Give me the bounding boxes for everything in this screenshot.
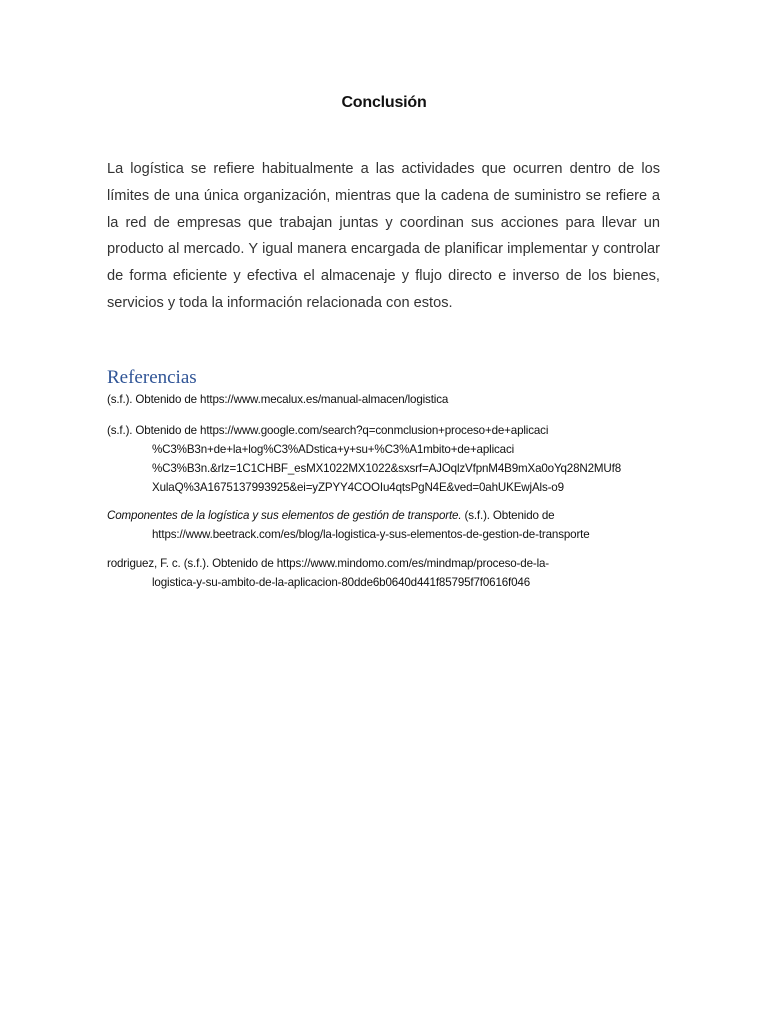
- conclusion-paragraph: La logística se refiere habitualmente a las actividades que ocurren dentro de los límites de una única organización, mientras que la cadena de suministro se refiere a la red de empresas que trabajan juntas y coordinan sus acciones para llevar un producto al mercado. Y igual manera encargada de planificar implementar y controlar de forma eficiente y efectiva el almacenaje y flujo directo e inverso de los bienes, servicios y toda la información relacionada con estos.: [107, 161, 660, 311]
- reference-3-source: (s.f.). Obtenido de: [461, 509, 555, 522]
- reference-4-line-2: logistica-y-su-ambito-de-la-aplicacion-80dde6b0640d441f85795f7f0616f046: [152, 576, 531, 589]
- reference-2-line-4: XulaQ%3A1675137993925&ei=yZPYY4COOIu4qtsPgN4E&ved=0ahUKEwjAls-o9: [152, 481, 564, 494]
- reference-entry-1: [107, 390, 667, 409]
- reference-entry-2: [107, 421, 667, 497]
- reference-4-line-1: rodriguez, F. c. (s.f.). Obtenido de https://www.mindomo.com/es/mindmap/proceso-de-la-: [107, 557, 550, 570]
- reference-entry-3: [107, 506, 667, 544]
- reference-entry-4: [107, 554, 667, 592]
- reference-2-line-2: %C3%B3n+de+la+log%C3%ADstica+y+su+%C3%A1mbito+de+aplicaci: [152, 443, 515, 456]
- reference-3-title: Componentes de la logística y sus elementos de gestión de transporte.: [107, 509, 462, 522]
- reference-2-line-1: (s.f.). Obtenido de https://www.google.com/search?q=conmclusion+proceso+de+aplicaci: [107, 424, 549, 437]
- references-heading: Referencias: [107, 367, 197, 388]
- reference-1-line-1: (s.f.). Obtenido de https://www.mecalux.es/manual-almacen/logistica: [107, 393, 449, 406]
- page-title: Conclusión: [341, 94, 427, 111]
- reference-3-line-1: [107, 506, 667, 525]
- reference-2-line-3: %C3%B3n.&rlz=1C1CHBF_esMX1022MX1022&sxsrf=AJOqlzVfpnM4B9mXa0oYq28N2MUf8: [152, 462, 622, 475]
- reference-3-line-2: https://www.beetrack.com/es/blog/la-logistica-y-sus-elementos-de-gestion-de-transporte: [152, 528, 590, 541]
